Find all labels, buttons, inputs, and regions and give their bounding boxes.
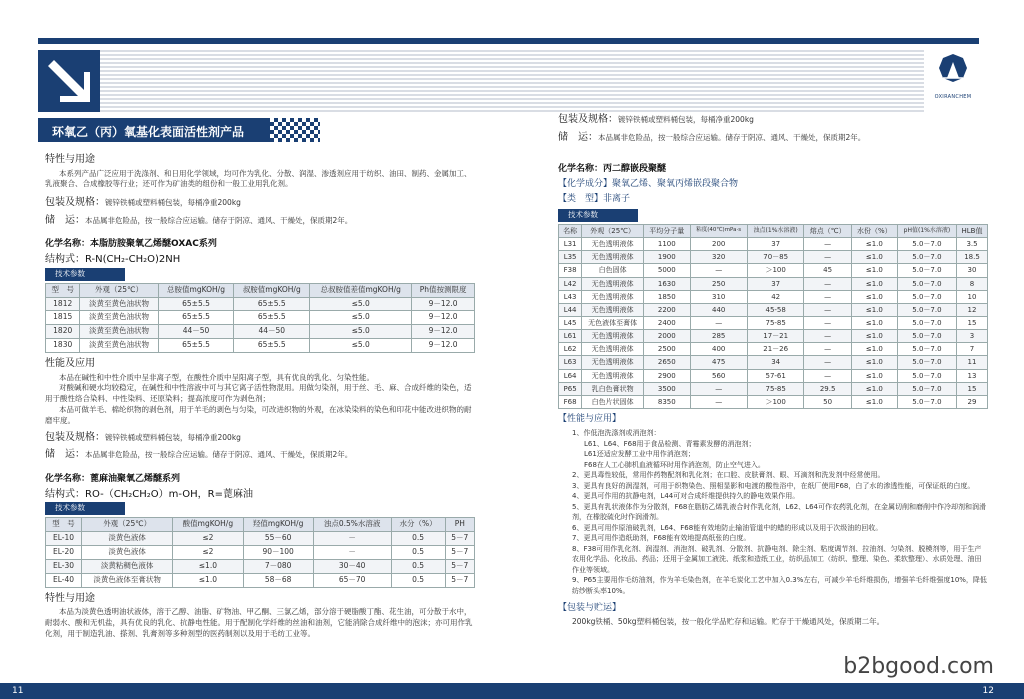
cell: 37 [747, 238, 804, 251]
cell: 65±5.5 [234, 297, 310, 311]
cell: 乳白色膏状物 [582, 382, 644, 395]
cell: ≤5.0 [310, 339, 412, 353]
pack-text: 镀锌铁桶或塑料桶包装，每桶净重200kg [105, 198, 241, 208]
cell: ≤1.0 [851, 317, 897, 330]
cell: 8 [957, 277, 988, 290]
cell: ≤1.0 [173, 573, 243, 587]
cell: 2200 [644, 303, 690, 316]
cell: 5－7 [445, 546, 474, 560]
cell: ≤1.0 [851, 343, 897, 356]
cell: 1820 [46, 325, 80, 339]
pack-label: 包装及规格： [45, 197, 105, 209]
cell: 285 [690, 330, 747, 343]
col-header: 浊点0.5%水溶液 [313, 518, 391, 532]
cell: 320 [690, 251, 747, 264]
cell: 0.5 [391, 573, 445, 587]
product-name: 化学名称：丙二醇嵌段聚醚 [558, 164, 667, 174]
usage-item: L61、L64、F68用于食品检测、青霉素发酵的消泡剂； [584, 439, 756, 448]
cell: 无色透明液体 [582, 277, 644, 290]
chem-composition: 【化学成分】聚氧乙烯、聚氧丙烯嵌段聚合物 [558, 179, 739, 190]
cell: 30－40 [313, 559, 391, 573]
cell: ≤1.0 [851, 290, 897, 303]
cell: 1815 [46, 311, 80, 325]
cell: ≤5.0 [310, 297, 412, 311]
cell: 1900 [644, 251, 690, 264]
cell: EL-20 [46, 546, 82, 560]
pack-text: 镀锌铁桶或塑料桶包装，每桶净重200kg [105, 432, 241, 442]
cell: 淡黄色液体 [82, 532, 173, 546]
cell: 3.5 [957, 238, 988, 251]
cell: 475 [690, 356, 747, 369]
cell: 5－7 [445, 532, 474, 546]
right-content [558, 110, 988, 628]
cell: L63 [559, 356, 582, 369]
cell: — [690, 264, 747, 277]
col-header: 叔胺值mgKOH/g [234, 283, 310, 297]
table-row [46, 311, 475, 325]
usage-item: 2、更具毒性较低，常用作药物配剂和乳化剂；在口腔、皮肤膏剂、眼、耳滴剂和洗发剂中经常使用。 [572, 471, 885, 480]
cell: 5.0－7.0 [897, 356, 956, 369]
cell: ≤1.0 [173, 559, 243, 573]
cell: 1812 [46, 297, 80, 311]
col-header: 总胺值mgKOH/g [158, 283, 234, 297]
cell: 淡黄至黄色油状物 [80, 339, 158, 353]
cell: L42 [559, 277, 582, 290]
usage-list [558, 428, 988, 596]
cell: 45 [804, 264, 851, 277]
cell: L45 [559, 317, 582, 330]
cell: 10 [957, 290, 988, 303]
col-header: 型 号 [46, 518, 82, 532]
cell: — [690, 317, 747, 330]
cell: — [804, 277, 851, 290]
top-bar [512, 38, 979, 44]
cell: 75-85 [747, 382, 804, 395]
store-row [45, 214, 475, 229]
perf-text: 本品可做羊毛、棉纶织物的剥色剂，用于羊毛的剥色与匀染，可改进织物的外观，在冰染染料的染色和印花中能改进织物的耐磨牢度。 [45, 405, 472, 426]
cell: 淡黄至黄色油状物 [80, 311, 158, 325]
table-row [559, 356, 988, 369]
cell: ＞100 [747, 395, 804, 408]
cell: 白色片状固体 [582, 395, 644, 408]
cell: — [804, 369, 851, 382]
arrow-icon [38, 50, 100, 112]
cell: L31 [559, 238, 582, 251]
cell: 65±5.5 [234, 311, 310, 325]
page-footer [0, 683, 512, 699]
usage-item: 7、更具可用作造纸助剂，F68能有效地提高纸张的白度。 [572, 534, 751, 543]
cell: 0.5 [391, 559, 445, 573]
cell: 无色透明液体 [582, 238, 644, 251]
cell: 200 [690, 238, 747, 251]
cell: 8350 [644, 395, 690, 408]
cell: 5.0－7.0 [897, 382, 956, 395]
table-header-row [46, 283, 475, 297]
product-name: 化学名称：蓖麻油聚氧乙烯醚系列 [45, 473, 181, 484]
cell: 5000 [644, 264, 690, 277]
cell: 9－12.0 [412, 339, 475, 353]
cell: 5.0－7.0 [897, 303, 956, 316]
cell: 65±5.5 [158, 339, 234, 353]
cell: L61 [559, 330, 582, 343]
cell: 15 [957, 382, 988, 395]
cell: F38 [559, 264, 582, 277]
cell: 21－26 [747, 343, 804, 356]
pack-row [45, 431, 475, 446]
cell: 65±5.5 [234, 339, 310, 353]
logo-icon [933, 48, 973, 88]
cell: 0.5 [391, 532, 445, 546]
cell: — [804, 356, 851, 369]
section-heading: 特性与用途 [45, 154, 95, 165]
col-header: 熔点（℃） [804, 225, 851, 238]
cell: 65－70 [313, 573, 391, 587]
cell: ≤5.0 [310, 325, 412, 339]
table-row [559, 317, 988, 330]
col-header: 名称 [559, 225, 582, 238]
cell: ≤1.0 [851, 330, 897, 343]
cell: EL-40 [46, 573, 82, 587]
cell: 5.0－7.0 [897, 317, 956, 330]
cell: L43 [559, 290, 582, 303]
pack-label: 包装及规格： [558, 114, 618, 125]
cell: 17－21 [747, 330, 804, 343]
cell: 65±5.5 [158, 311, 234, 325]
polyether-spec-table [558, 224, 988, 409]
col-header: PH [445, 518, 474, 532]
usage-item: 5、更具有乳状液体作为分散剂，F68在脂肪乙烯乳液合时作乳化剂，L62、L64可作农药乳化剂，在金属切削和磨削中作冷却剂和润滑剂，在橡胶硫化时作润滑剂。 [572, 502, 986, 522]
col-header: 水分（%） [391, 518, 445, 532]
store-row [558, 131, 988, 146]
table-caption: 技术参数 [558, 209, 638, 222]
perf-text: 对酸碱和硬水均较稳定，在碱性和中性溶液中可与其它离子活性物混用。用做匀染剂，用于丝、毛、麻、合成纤维的染色，适用于酸性络合染料、中性染料、还原染料；提高浓度可作为剥色剂； [45, 383, 472, 404]
cell: 55－60 [243, 532, 313, 546]
cell: 57-61 [747, 369, 804, 382]
storage-heading: 【包装与贮运】 [558, 603, 622, 614]
header-stripes [512, 50, 924, 112]
cell: 5.0－7.0 [897, 251, 956, 264]
cell: 2500 [644, 343, 690, 356]
cell: 2900 [644, 369, 690, 382]
pack-label: 包装及规格： [45, 431, 105, 443]
oxac-spec-table [45, 283, 475, 353]
cell: 65±5.5 [158, 297, 234, 311]
cell: 400 [690, 343, 747, 356]
table-caption: 技术参数 [45, 268, 125, 281]
col-header: 水份（%） [851, 225, 897, 238]
cell: 15 [957, 317, 988, 330]
cell: 44－50 [234, 325, 310, 339]
usage-item: 8、F38可用作乳化剂、润湿剂、消泡剂、破乳剂、分散剂、抗静电剂、除尘剂、粘度调节剂、拉油剂、匀染剂、脱模剂等，用于生产农用化学品、化妆品、药品；还用于金属加工液洗、纸浆和造纸工业，纺织品加工（纺织、整理、染色、柔软整理）、水质处理、油田作业等领域。 [572, 544, 982, 574]
cell: 淡黄粘稠色液体 [82, 559, 173, 573]
product-formula: 结构式：R-N(CH₂-CH₂O)2NH [45, 254, 181, 266]
cell: 5.0－7.0 [897, 290, 956, 303]
table-row [46, 546, 475, 560]
col-header: HLB值 [957, 225, 988, 238]
usage-item: F68在人工心肺机血液循环时用作消泡剂，防止空气进入。 [584, 460, 765, 469]
cell: ≤1.0 [851, 303, 897, 316]
cell: 29 [957, 395, 988, 408]
cell: — [804, 251, 851, 264]
cell: 淡黄色液体至膏状物 [82, 573, 173, 587]
col-header: 粘度(40℃)mPa·s [690, 225, 747, 238]
table-row [46, 297, 475, 311]
cell: 淡黄至黄色油状物 [80, 297, 158, 311]
usage-item: 1、作低泡洗涤剂或消泡剂： [572, 429, 661, 438]
cell: ≤1.0 [851, 395, 897, 408]
cell: 白色固体 [582, 264, 644, 277]
cell: ≤1.0 [851, 277, 897, 290]
right-page [512, 0, 1024, 699]
cell: ≤2 [173, 532, 243, 546]
col-header: 外观（25℃） [80, 283, 158, 297]
page-number: 11 [12, 686, 24, 696]
cell: 2000 [644, 330, 690, 343]
cell: 1830 [46, 339, 80, 353]
cell: — [804, 317, 851, 330]
cell: P65 [559, 382, 582, 395]
cell: 5.0－7.0 [897, 238, 956, 251]
cell: ≤1.0 [851, 369, 897, 382]
cell: — [804, 303, 851, 316]
table-row [46, 532, 475, 546]
pack-row [45, 196, 475, 211]
cell: 13 [957, 369, 988, 382]
cell: 无色透明液体 [582, 303, 644, 316]
cell: L62 [559, 343, 582, 356]
section-text: 本系列产品广泛应用于洗涤剂、和日用化学领域，均可作为乳化、分散、润湿、渗透剂应用于纺织、油田、制药、金属加工、乳液聚合、合成橡胶等行业；还可作为矿油类的组份和一般工业用乳化剂。 [45, 168, 472, 189]
col-header: 平均分子量 [644, 225, 690, 238]
top-bar [38, 38, 512, 44]
product-name: 化学名称：本脂肪胺聚氧乙烯醚OXAC系列 [45, 239, 217, 250]
cell: EL-10 [46, 532, 82, 546]
table-row [559, 395, 988, 408]
store-label: 储 运： [558, 131, 598, 143]
table-row [559, 382, 988, 395]
cell: 18.5 [957, 251, 988, 264]
cell: 30 [957, 264, 988, 277]
company-logo [930, 48, 976, 100]
cell: ≤1.0 [851, 264, 897, 277]
logo-text: OXIRANCHEM [934, 94, 972, 100]
watermark: b2bgood.com [843, 654, 994, 679]
cell: 9－12.0 [412, 311, 475, 325]
usage-item: 4、更具可作用的抗静电剂，L44可对合成纤维提供持久的静电效果作用。 [572, 492, 800, 501]
col-header: pH值(1%水溶液) [897, 225, 956, 238]
usage-heading: 【性能与应用】 [558, 413, 622, 424]
cell: 5.0－7.0 [897, 343, 956, 356]
cell: 2400 [644, 317, 690, 330]
cell: 5.0－7.0 [897, 330, 956, 343]
table-row [46, 573, 475, 587]
cell: 0.5 [391, 546, 445, 560]
table-row [559, 264, 988, 277]
cell: 无色透明液体 [582, 356, 644, 369]
feature-text: 本品为淡黄色透明油状液体，溶于乙醇、油脂、矿物油、甲乙酮、三氯乙烯，部分溶于硬脂酸丁酯、花生油，可分散于水中，耐弱水、酸和无机盐，具有优良的乳化、抗静电性能。用于配制化学纤维的丝油和油剂，它能消除合成纤维中的泡沫；亦可用作乳化剂，用于制造乳油、搽剂、乳膏剂等多种剂型的医药制剂以及用于毛纺工业等。 [45, 607, 473, 638]
cell: — [804, 290, 851, 303]
cell: L44 [559, 303, 582, 316]
cell: 无色透明液体 [582, 369, 644, 382]
cell: 12 [957, 303, 988, 316]
cell: 3 [957, 330, 988, 343]
cell: ≤5.0 [310, 311, 412, 325]
table-row [559, 238, 988, 251]
cell: 3500 [644, 382, 690, 395]
table-row [559, 290, 988, 303]
table-caption: 技术参数 [45, 502, 125, 515]
cell: 58－68 [243, 573, 313, 587]
cell: － [313, 532, 391, 546]
usage-item: 6、更具可用作原油破乳剂，L64、F68能有效地防止输油管道中的蜡的形成以及用于次级油的回收。 [572, 523, 883, 532]
cell: — [690, 382, 747, 395]
page-footer [512, 683, 1024, 699]
cell: 37 [747, 277, 804, 290]
cell: — [804, 330, 851, 343]
table-header-row [46, 518, 475, 532]
cell: 9－12.0 [412, 325, 475, 339]
product-formula: 结构式：RO-（CH₂CH₂O）m-OH，R=蓖麻油 [45, 488, 253, 500]
cell: 7 [957, 343, 988, 356]
usage-item: L61还适应发酵工业中用作消泡剂； [584, 450, 695, 459]
cell: 无色透明液体 [582, 290, 644, 303]
store-text: 本品属非危险品，按一般综合应运输。储存于阴凉、通风、干燥处，保质期2年。 [598, 132, 866, 142]
cell: ≤1.0 [851, 356, 897, 369]
page-title: 环氧乙（丙）氧基化表面活性剂产品 [38, 118, 318, 142]
table-row [559, 343, 988, 356]
cell: 2650 [644, 356, 690, 369]
cell: 11 [957, 356, 988, 369]
header-stripes [100, 50, 512, 112]
cell: 无色透明液体 [582, 251, 644, 264]
cell: ≤1.0 [851, 251, 897, 264]
cell: 淡黄色液体 [82, 546, 173, 560]
cell: L64 [559, 369, 582, 382]
cell: 90－100 [243, 546, 313, 560]
cell: ≤1.0 [851, 238, 897, 251]
storage-text: 200kg铁桶、50kg塑料桶包装，按一般化学品贮存和运输。贮存于干燥通风处，保质期二年。 [572, 617, 885, 627]
table-row [559, 277, 988, 290]
cell: 440 [690, 303, 747, 316]
cell: 淡黄至黄色油状物 [80, 325, 158, 339]
cell: 44－50 [158, 325, 234, 339]
cell: 250 [690, 277, 747, 290]
table-row [559, 330, 988, 343]
table-row [46, 339, 475, 353]
cell: L35 [559, 251, 582, 264]
col-header: 外观（25℃） [82, 518, 173, 532]
cell: 无色透明液体 [582, 330, 644, 343]
col-header: 浊点(1%水溶液) [747, 225, 804, 238]
table-row [559, 303, 988, 316]
cell: EL-30 [46, 559, 82, 573]
cell: 5－7 [445, 573, 474, 587]
store-text: 本品属非危险品，按一般综合应运输。储存于阴凉、通风、干燥处，保质期2年。 [85, 215, 353, 225]
table-row [46, 559, 475, 573]
col-header: 羟值mgKOH/g [243, 518, 313, 532]
store-label: 储 运： [45, 449, 85, 461]
cell: F68 [559, 395, 582, 408]
table-body [559, 238, 988, 409]
title-checker-decoration [270, 118, 320, 142]
feature-heading: 特性与用途 [45, 592, 95, 604]
cell: 50 [804, 395, 851, 408]
cell: 5.0－7.0 [897, 264, 956, 277]
cell: 无色透明液体 [582, 343, 644, 356]
table-row [46, 325, 475, 339]
cell: ≤1.0 [851, 382, 897, 395]
col-header: Ph值按测限度 [412, 283, 475, 297]
col-header: 型 号 [46, 283, 80, 297]
cell: 5.0－7.0 [897, 277, 956, 290]
left-content [45, 150, 475, 640]
usage-item: 9、P65主要用作毛纺油剂，作为羊毛染色剂，在羊毛炭化工艺中加入0.3%左右，可减少羊毛纤维损伤，增强羊毛纤维强度10%，降低纺纱断头率10%。 [572, 576, 987, 595]
cell: 560 [690, 369, 747, 382]
table-row [559, 369, 988, 382]
cell: 7－080 [243, 559, 313, 573]
cell: ＞100 [747, 264, 804, 277]
cell: 45-58 [747, 303, 804, 316]
cell: — [804, 343, 851, 356]
chem-type: 【类 型】非离子 [558, 194, 631, 205]
cell: － [313, 546, 391, 560]
cell: ≤2 [173, 546, 243, 560]
table-row [559, 251, 988, 264]
col-header: 外观（25℃） [582, 225, 644, 238]
cell: 75-85 [747, 317, 804, 330]
col-header: 总叔胺值差值mgKOH/g [310, 283, 412, 297]
cell: 无色液体至膏体 [582, 317, 644, 330]
store-row [45, 448, 475, 463]
table-header-row [559, 225, 988, 238]
cell: 1850 [644, 290, 690, 303]
cell: 42 [747, 290, 804, 303]
cell: 1100 [644, 238, 690, 251]
el-spec-table [45, 517, 475, 587]
cell: 5.0－7.0 [897, 395, 956, 408]
cell: 1630 [644, 277, 690, 290]
cell: 29.5 [804, 382, 851, 395]
cell: 5－7 [445, 559, 474, 573]
col-header: 酸值mgKOH/g [173, 518, 243, 532]
cell: 5.0－7.0 [897, 369, 956, 382]
store-text: 本品属非危险品，按一般综合应运输。储存于阴凉、通风、干燥处，保质期2年。 [85, 450, 353, 460]
pack-text: 镀锌铁桶或塑料桶包装，每桶净重200kg [618, 115, 754, 124]
cell: 310 [690, 290, 747, 303]
cell: — [690, 395, 747, 408]
page-number: 12 [982, 686, 994, 696]
perf-text: 本品在碱性和中性介质中呈非离子型，在酸性介质中呈阳离子型，具有优良的乳化、匀染性能。 [59, 372, 374, 382]
cell: 9－12.0 [412, 297, 475, 311]
pack-row [558, 113, 988, 128]
perf-heading: 性能及应用 [45, 358, 95, 370]
cell: 70－85 [747, 251, 804, 264]
cell: 34 [747, 356, 804, 369]
usage-item: 3、更具有良好的润湿剂，可用于织物染色、照相显影和电渡的酸性浴中，在纸厂使用F68，白了水的渗透性能，可保证纸的白度。 [572, 481, 975, 490]
store-label: 储 运： [45, 214, 85, 226]
cell: — [804, 238, 851, 251]
